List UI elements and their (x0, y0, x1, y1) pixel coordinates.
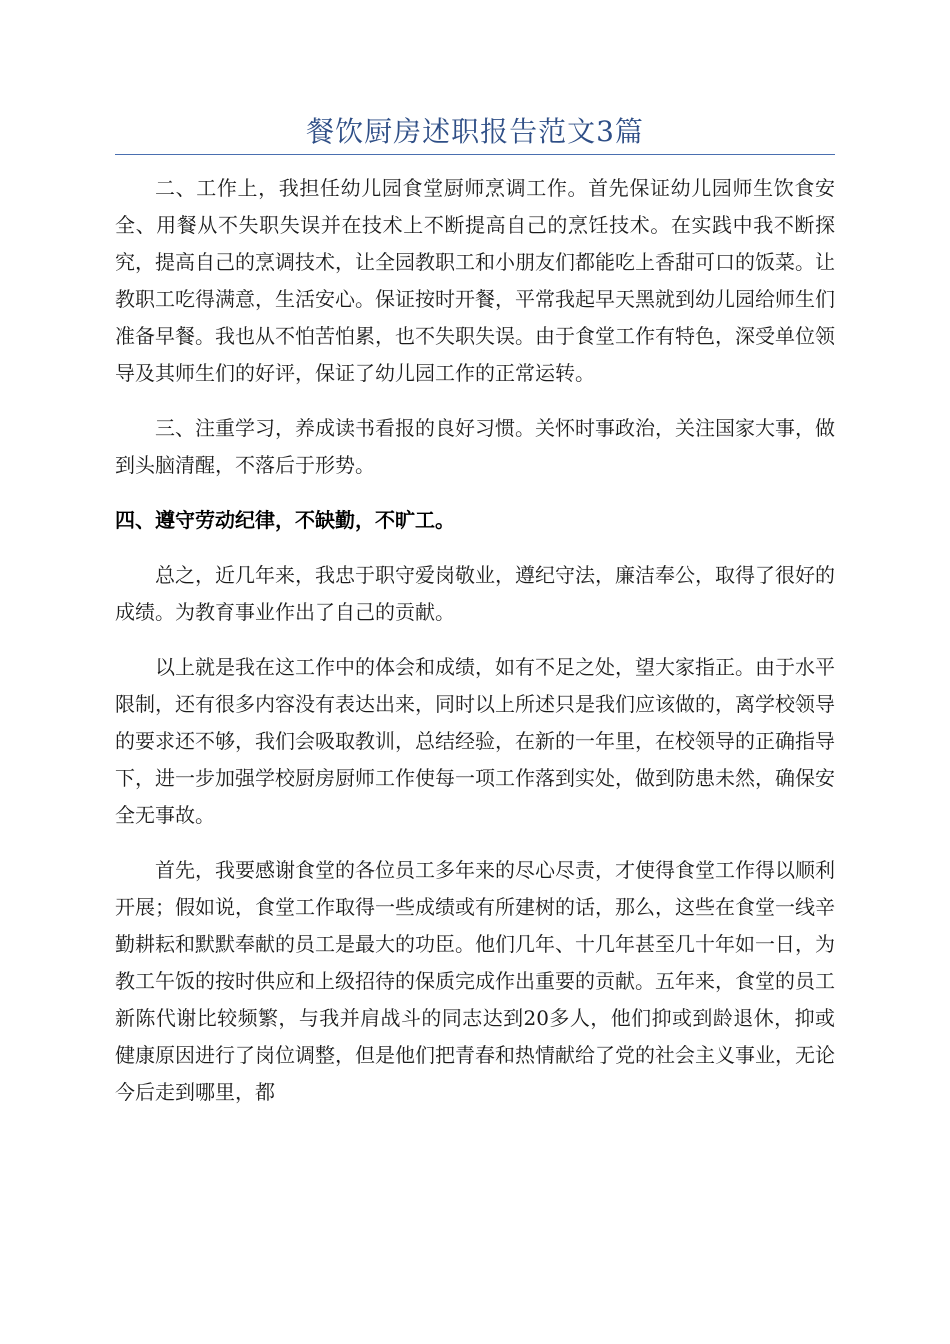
paragraph-study: 三、注重学习，养成读书看报的良好习惯。关怀时事政治，关注国家大事，做到头脑清醒，不落后于形势。 (115, 416, 835, 477)
title-underline (115, 154, 835, 155)
paragraph-work: 二、工作上，我担任幼儿园食堂厨师烹调工作。首先保证幼儿园师生饮食安全、用餐从不失职失误并在技术上不断提高自己的烹饪技术。在实践中我不断探究，提高自己的烹调技术，让全园教职工和小朋友们都能吃上香甜可口的饭菜。让教职工吃得满意，生活安心。保证按时开餐，平常我起早天黑就到幼儿园给师生们准备早餐。我也从不怕苦怕累，也不失职失误。由于食堂工作有特色，深受单位领导及其师生们的好评，保证了幼儿园工作的正常运转。 (115, 176, 835, 385)
paragraph-thanks: 首先，我要感谢食堂的各位员工多年来的尽心尽责，才使得食堂工作得以顺利开展；假如说，食堂工作取得一些成绩或有所建树的话，那么，这些在食堂一线辛勤耕耘和默默奉献的员工是最大的功臣。他们几年、十几年甚至几十年如一日，为教工午饭的按时供应和上级招待的保质完成作出重要的贡献。五年来，食堂的员工新陈代谢比较频繁，与我并肩战斗的同志达到20多人，他们抑或到龄退休，抑或健康原因进行了岗位调整，但是他们把青春和热情献给了党的社会主义事业，无论今后走到哪里，都 (115, 858, 835, 1104)
document-body (115, 170, 835, 1129)
document-title: 餐饮厨房述职报告范文3篇 (306, 115, 644, 148)
paragraph-summary: 总之，近几年来，我忠于职守爱岗敬业，遵纪守法，廉洁奉公，取得了很好的成绩。为教育事业作出了自己的贡献。 (115, 563, 835, 624)
paragraph-experience: 以上就是我在这工作中的体会和成绩，如有不足之处，望大家指正。由于水平限制，还有很多内容没有表达出来，同时以上所述只是我们应该做的，离学校领导的要求还不够，我们会吸取教训，总结经验，在新的一年里，在校领导的正确指导下，进一步加强学校厨房厨师工作使每一项工作落到实处，做到防患未然，确保安全无事故。 (115, 655, 835, 827)
section-heading-discipline: 四、遵守劳动纪律，不缺勤，不旷工。 (115, 508, 455, 532)
